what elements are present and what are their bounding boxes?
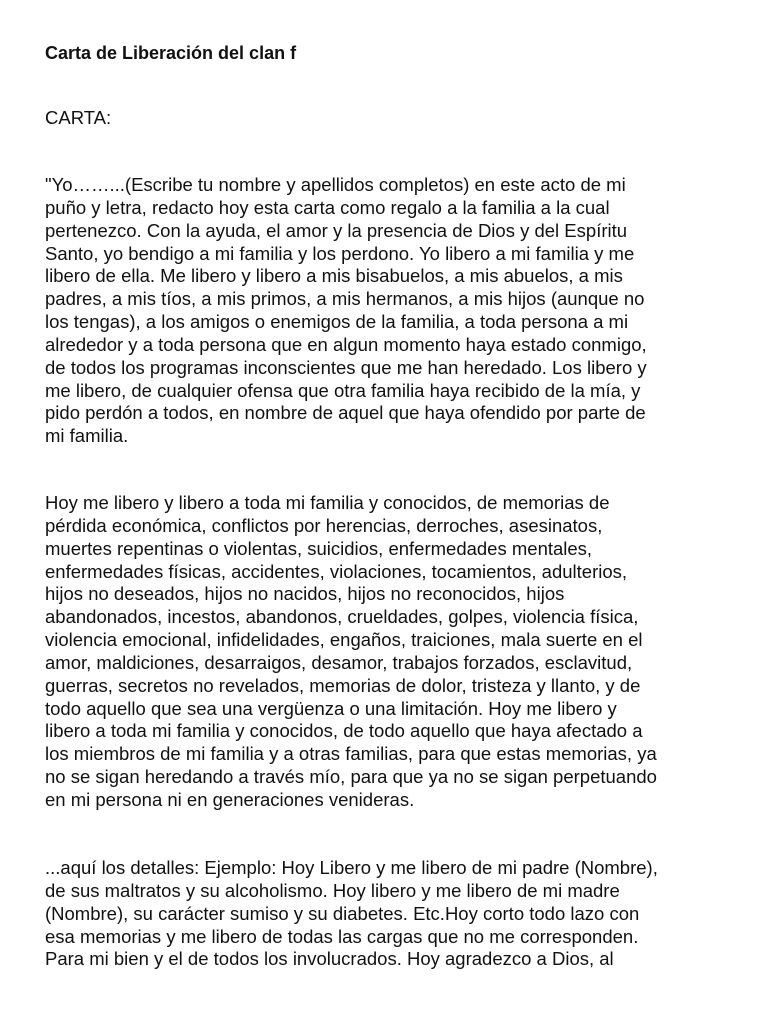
text-line: Para mi bien y el de todos los involucrados. Hoy agradezco a Dios, al <box>45 948 614 970</box>
text-line: esa memorias y me libero de todas las cargas que no me corresponden. <box>45 925 639 947</box>
text-line: me libero, de cualquier ofensa que otra familia haya recibido de la mía, y <box>45 379 641 401</box>
text-line: de todos los programas inconscientes que me han heredado. Los libero y <box>45 356 647 378</box>
text-line: todo aquello que sea una vergüenza o una limitación. Hoy me libero y <box>45 697 617 719</box>
paragraph-1 <box>45 174 647 448</box>
text-line: hijos no deseados, hijos no nacidos, hijos no reconocidos, hijos <box>45 583 565 605</box>
text-line: puño y letra, redacto hoy esta carta como regalo a la familia a la cual <box>45 196 610 218</box>
text-line: enfermedades físicas, accidentes, violaciones, tocamientos, adulterios, <box>45 560 628 582</box>
text-line: mi familia. <box>45 425 129 447</box>
text-line: padres, a mis tíos, a mis primos, a mis hermanos, a mis hijos (aunque no <box>45 288 645 310</box>
text-line: violencia emocional, infidelidades, engaños, traiciones, mala suerte en el <box>45 629 643 651</box>
text-line: ...aquí los detalles: Ejemplo: Hoy Libero y me libero de mi padre (Nombre), <box>45 857 658 878</box>
text-line: Hoy me libero y libero a toda mi familia y conocidos, de memorias de <box>45 492 610 513</box>
text-line: libero a toda mi familia y conocidos, de todo aquello que haya afectado a <box>45 720 643 742</box>
text-line: los miembros de mi familia y a otras familias, para que estas memorias, ya <box>45 743 657 765</box>
text-line: de sus maltratos y su alcoholismo. Hoy libero y me libero de mi madre <box>45 879 620 901</box>
text-line: (Nombre), su carácter sumiso y su diabetes. Etc.Hoy corto todo lazo con <box>45 902 640 924</box>
text-line: libero de ella. Me libero y libero a mis bisabuelos, a mis abuelos, a mis <box>45 265 623 287</box>
text-line: alrededor y a toda persona que en algun momento haya estado conmigo, <box>45 333 647 355</box>
text-line: pérdida económica, conflictos por herencias, derroches, asesinatos, <box>45 514 603 536</box>
text-line: amor, maldiciones, desarraigos, desamor, trabajos forzados, esclavitud, <box>45 651 633 673</box>
text-line: los tengas), a los amigos o enemigos de la familia, a toda persona a mi <box>45 311 629 333</box>
text-line: Santo, yo bendigo a mi familia y los perdono. Yo libero a mi familia y me <box>45 242 635 264</box>
text-line: pido perdón a todos, en nombre de aquel que haya ofendido por parte de <box>45 402 646 424</box>
text-line: en mi persona ni en generaciones venideras. <box>45 788 415 810</box>
text-line: guerras, secretos no revelados, memorias de dolor, tristeza y llanto, y de <box>45 674 641 696</box>
text-line: pertenezco. Con la ayuda, el amor y la presencia de Dios y del Espíritu <box>45 219 628 241</box>
document-title: Carta de Liberación del clan f <box>45 43 297 63</box>
paragraph-2 <box>45 492 657 812</box>
text-line: muertes repentinas o violentas, suicidios, enfermedades mentales, <box>45 537 593 559</box>
section-heading: CARTA: <box>45 107 112 128</box>
text-line: abandonados, incestos, abandonos, crueldades, golpes, violencia física, <box>45 606 639 628</box>
text-line: "Yo……...(Escribe tu nombre y apellidos completos) en este acto de mi <box>45 174 626 195</box>
paragraph-3 <box>45 857 658 971</box>
text-line: no se sigan heredando a través mío, para que ya no se sigan perpetuando <box>45 766 657 788</box>
